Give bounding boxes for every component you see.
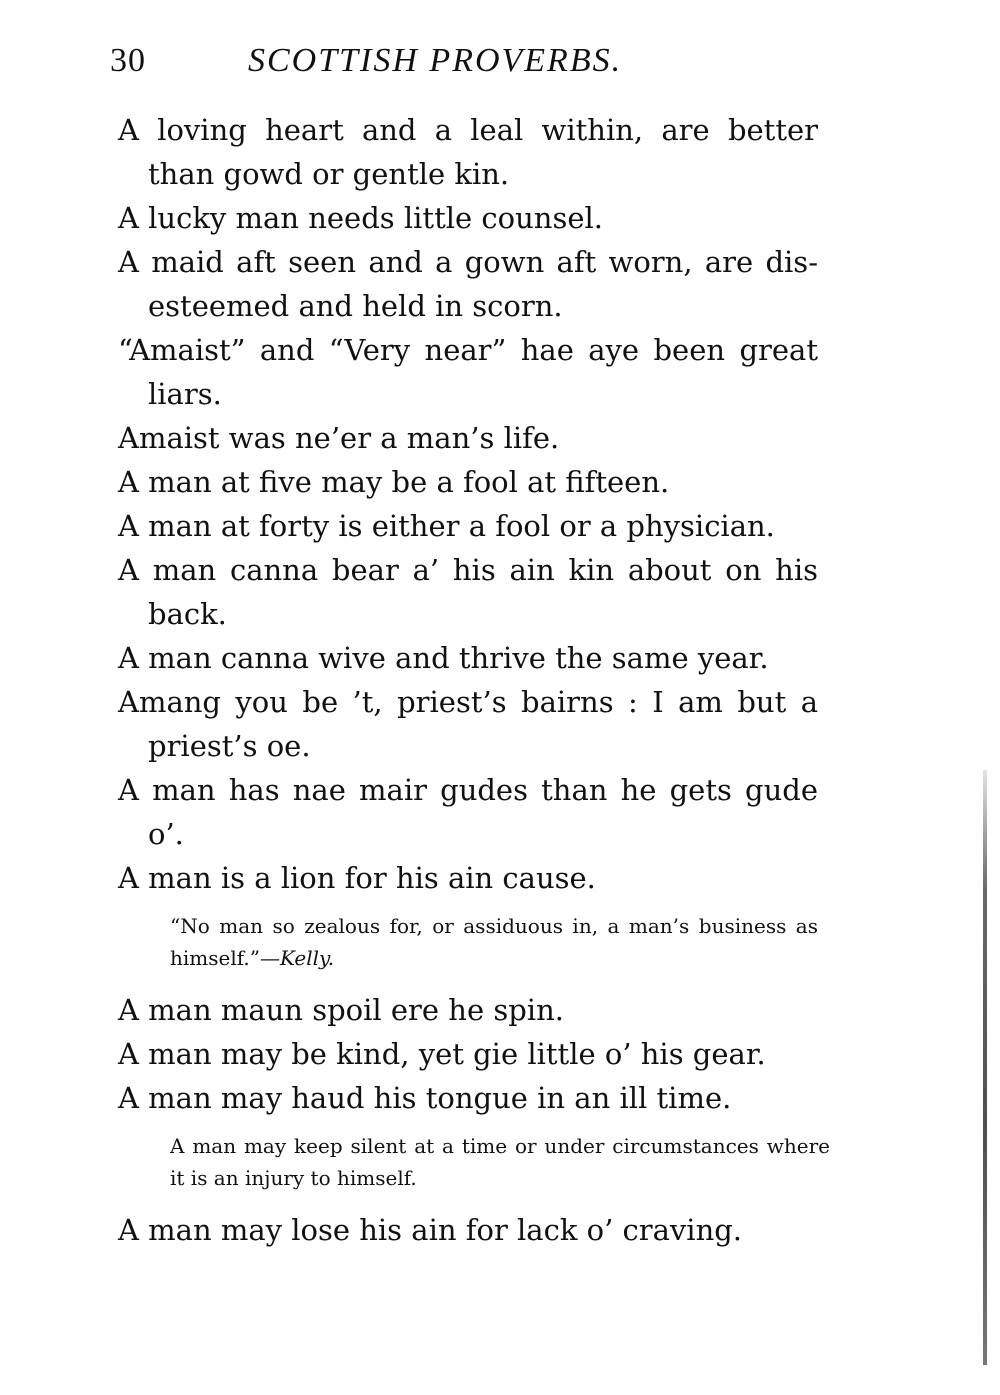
footnote-text: A man may keep silent at a time or under circumstances where it is an injury to himself. bbox=[170, 1134, 830, 1190]
proverb: A man canna wive and thrive the same year. bbox=[118, 641, 769, 675]
proverb: A man maun spoil ere he spin. bbox=[118, 993, 564, 1027]
proverb: A lucky man needs little counsel. bbox=[118, 201, 603, 235]
proverb: “Amaist” and “Very near” hae aye been great liars. bbox=[118, 333, 818, 411]
proverb: Amaist was ne’er a man’s life. bbox=[118, 421, 560, 455]
proverb: A man at forty is either a fool or a physician. bbox=[118, 509, 775, 543]
proverb: A man may lose his ain for lack o’ craving. bbox=[118, 1213, 743, 1247]
proverb: A man has nae mair gudes than he gets gude o’. bbox=[118, 773, 818, 851]
proverb: A man is a lion for his ain cause. bbox=[118, 861, 596, 895]
proverb: A maid aft seen and a gown aft worn, are dis-esteemed and held in scorn. bbox=[118, 245, 818, 323]
footnote-silent bbox=[118, 1130, 830, 1194]
page-body bbox=[118, 108, 830, 1252]
proverb: A man may haud his tongue in an ill time. bbox=[118, 1081, 732, 1115]
proverb: A man may be kind, yet gie little o’ his gear. bbox=[118, 1037, 766, 1071]
scan-edge-shadow bbox=[983, 770, 987, 1365]
proverb: A loving heart and a leal within, are better than gowd or gentle kin. bbox=[118, 113, 818, 191]
footnote-attribution: Kelly. bbox=[280, 946, 335, 970]
proverb: A man canna bear a’ his ain kin about on his back. bbox=[118, 553, 818, 631]
page-header bbox=[110, 42, 622, 80]
proverb: A man at five may be a fool at fifteen. bbox=[118, 465, 670, 499]
footnote-kelly bbox=[118, 910, 818, 974]
page-number: 30 bbox=[110, 42, 146, 79]
running-title: SCOTTISH PROVERBS. bbox=[248, 42, 623, 79]
footnote-text: “No man so zealous for, or assiduous in, a man’s business as himself.”— bbox=[170, 914, 818, 970]
proverb: Amang you be ’t, priest’s bairns : I am but a priest’s oe. bbox=[118, 685, 818, 763]
